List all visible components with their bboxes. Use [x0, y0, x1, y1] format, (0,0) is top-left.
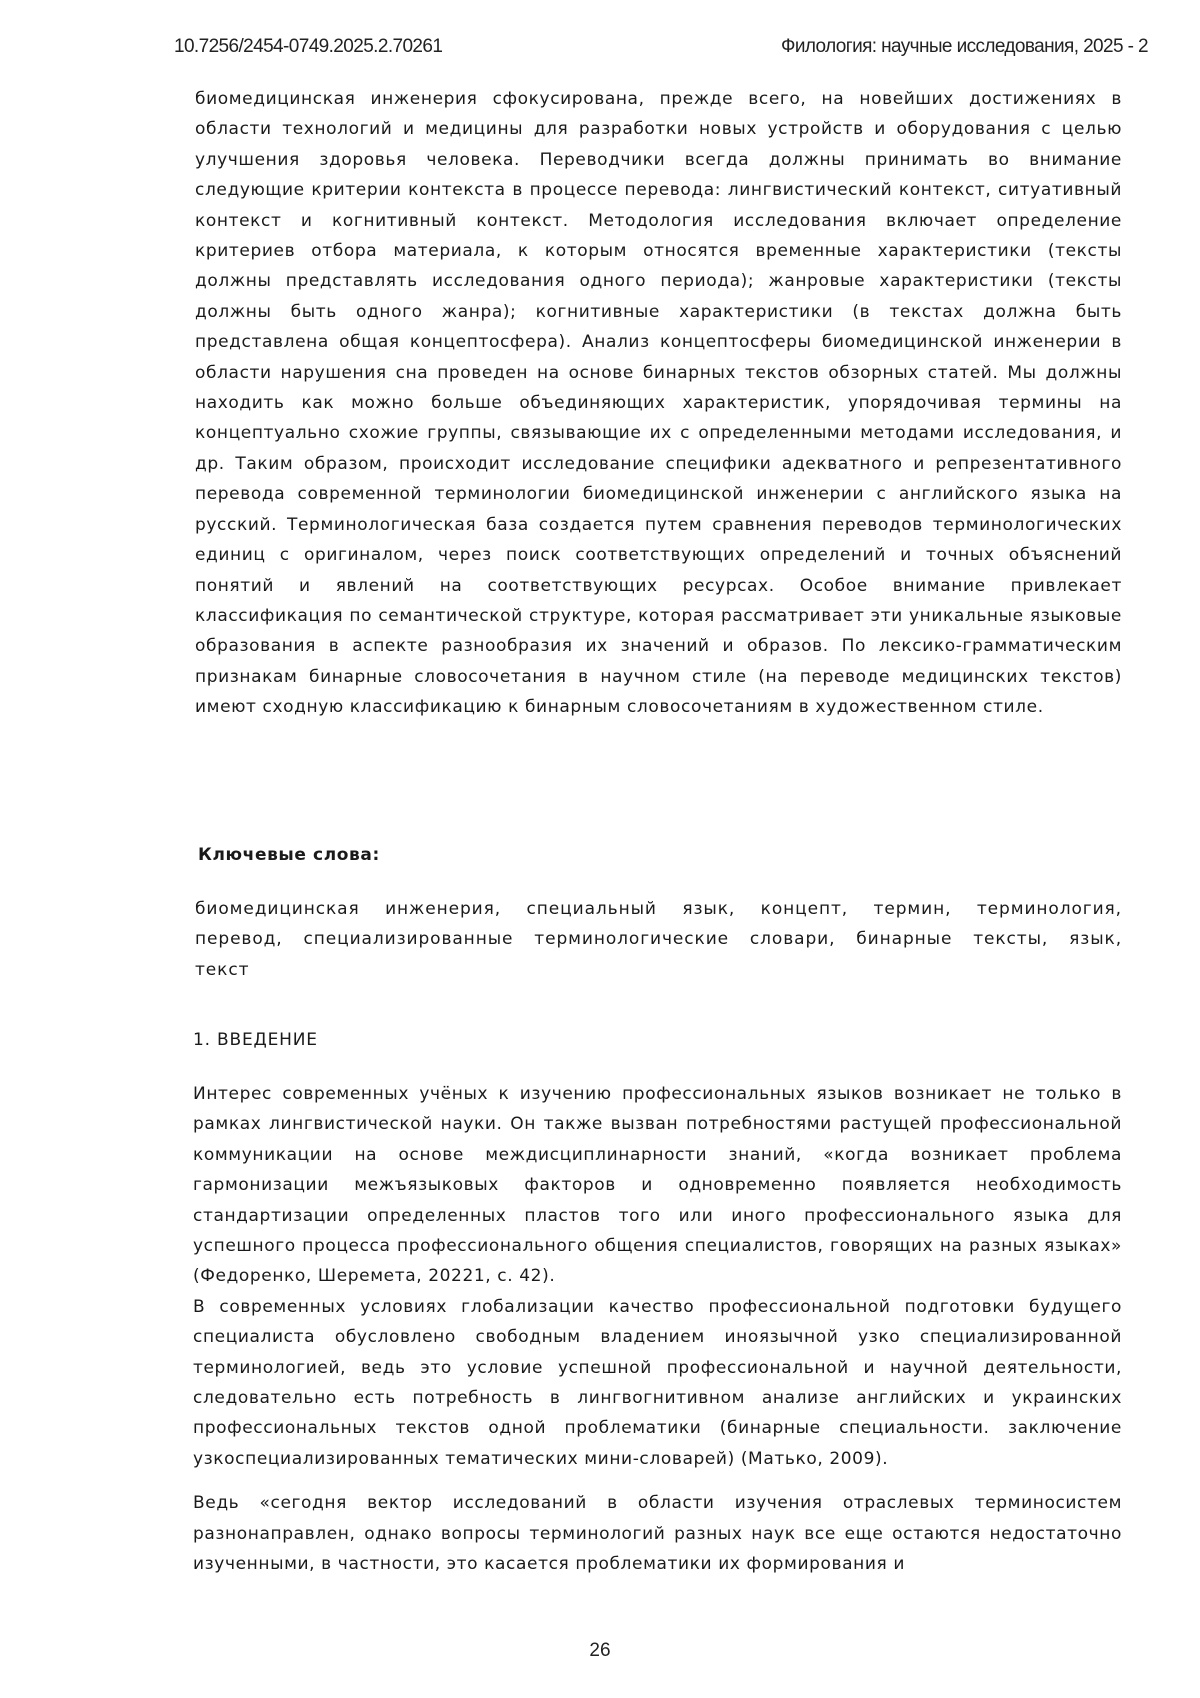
intro-paragraph-2: В современных условиях глобализации качество профессиональной подготовки будущего специалиста обусловлено свободным владением иноязычной узко специализированной терминологией, ведь это условие успешной профессиональной и научной деятельности, следовательно есть потребность в лингвогнитивном анализе английских и украинских профессиональных текстов одной проблематики (бинарные специальности. заключение узкоспециализированных тематических мини-словарей) (Матько, 2009).	[193, 1296, 1122, 1469]
doi-identifier: 10.7256/2454-0749.2025.2.70261	[174, 36, 443, 57]
introduction-body	[193, 1079, 1122, 1580]
abstract-text: биомедицинская инженерия сфокусирована, прежде всего, на новейших достижениях в области технологий и медицины для разработки новых устройств и оборудования с целью улучшения здоровья человека. Переводчики всегда должны принимать во внимание следующие критерии контекста в процессе перевода: лингвистический контекст, ситуативный контекст и когнитивный контекст. Методология исследования включает определение критериев отбора материала, к которым относятся временные характеристики (тексты должны представлять исследования одного периода); жанровые характеристики (тексты должны быть одного жанра); когнитивные характеристики (в текстах должна быть представлена общая концептосфера). Анализ концептосферы биомедицинской инженерии в области нарушения сна проведен на основе бинарных текстов обзорных статей. Мы должны находить как можно больше объединяющих характеристик, упорядочивая термины на концептуально схожие группы, связывающие их с определенными методами исследования, и др. Таким образом, происходит исследование специфики адекватного и репрезентативного перевода современной терминологии биомедицинской инженерии с английского языка на русский. Терминологическая база создается путем сравнения переводов терминологических единиц с оригиналом, через поиск соответствующих определений и точных объяснений понятий и явлений на соответствующих ресурсах. Особое внимание привлекает классификация по семантической структуре, которая рассматривает эти уникальные языковые образования в аспекте разнообразия их значений и образов. По лексико-грамматическим признакам бинарные словосочетания в научном стиле (на переводе медицинских текстов) имеют сходную классификацию к бинарным словосочетаниям в художественном стиле.	[195, 89, 1122, 718]
running-header	[174, 36, 1148, 60]
intro-paragraph-3: Ведь «сегодня вектор исследований в области изучения отраслевых терминосистем разнонаправлен, однако вопросы терминологий разных наук все еще остаются недостаточно изученными, в частности, это касается проблематики их формирования и	[193, 1493, 1122, 1575]
keywords-list: биомедицинская инженерия, специальный язык, концепт, термин, терминология, перевод, специализированные терминологические словари, бинарные тексты, язык, текст	[195, 899, 1122, 980]
section-heading-introduction: 1. ВВЕДЕНИЕ	[193, 1030, 318, 1050]
intro-paragraph-1: Интерес современных учёных к изучению профессиональных языков возникает не только в рамках лингвистической науки. Он также вызван потребностями растущей профессиональной коммуникации на основе междисциплинарности знаний, «когда возникает проблема гармонизации межъязыковых факторов и одновременно появляется необходимость стандартизации определенных пластов того или иного профессионального языка для успешного процесса профессионального общения специалистов, говорящих на разных языках» (Федоренко, Шеремета, 20221, с. 42).	[193, 1084, 1122, 1287]
keywords-heading: Ключевые слова:	[198, 845, 380, 865]
journal-title: Филология: научные исследования, 2025 - 2	[780, 36, 1148, 57]
page-number: 26	[589, 1640, 611, 1661]
